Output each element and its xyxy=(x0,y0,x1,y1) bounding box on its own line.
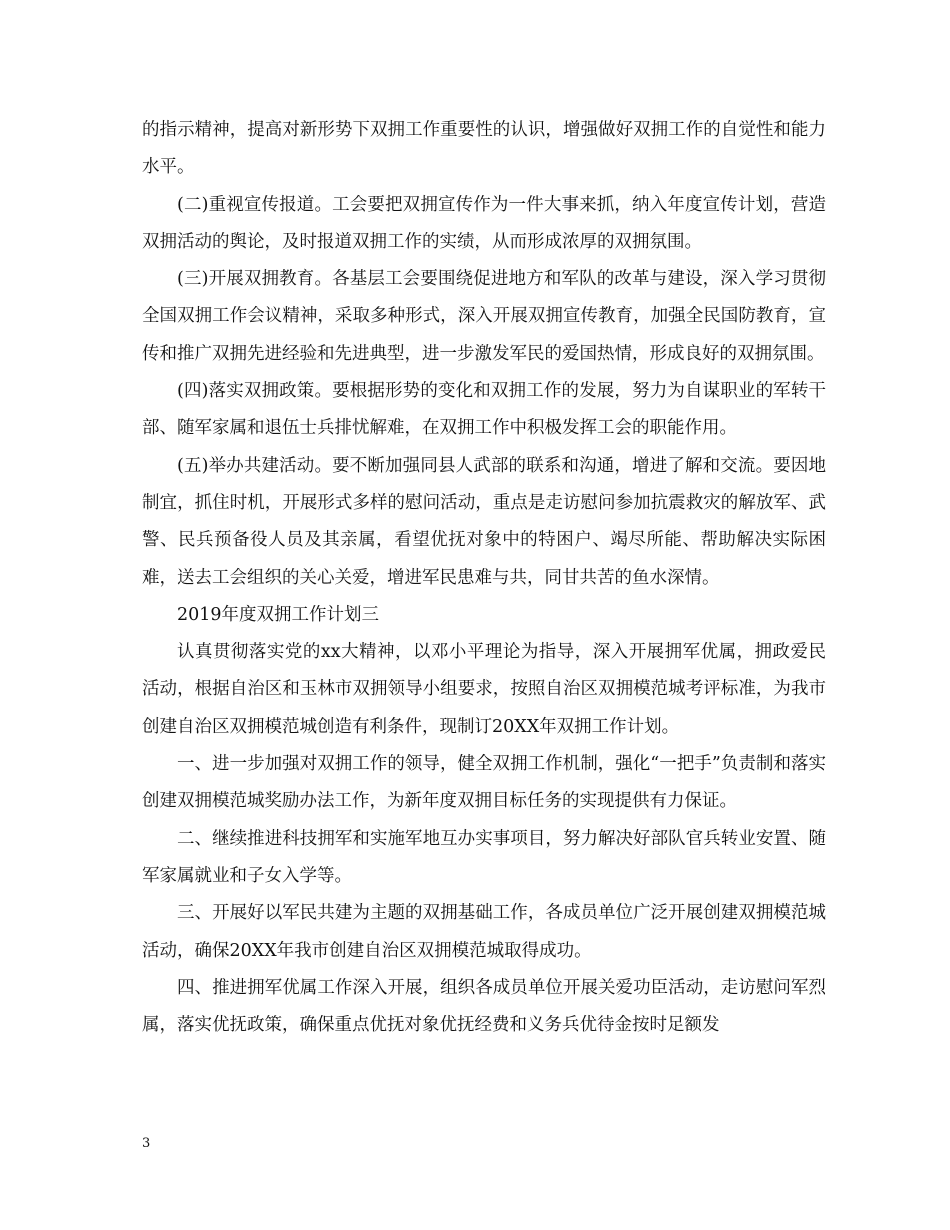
paragraph-item-2: (二)重视宣传报道。工会要把双拥宣传作为一件大事来抓，纳入年度宣传计划，营造双拥活动的舆论，及时报道双拥工作的实绩，从而形成浓厚的双拥氛围。 xyxy=(142,194,826,252)
document-body xyxy=(142,112,826,1044)
paragraph-point-3: 三、开展好以军民共建为主题的双拥基础工作，各成员单位广泛开展创建双拥模范城活动，确保20XX年我市创建自治区双拥模范城取得成功。 xyxy=(142,903,826,961)
paragraph-item-4: (四)落实双拥政策。要根据形势的变化和双拥工作的发展，努力为自谋职业的军转干部、随军家属和退伍士兵排忧解难，在双拥工作中积极发挥工会的职能作用。 xyxy=(142,381,826,439)
page-number: 3 xyxy=(142,1136,151,1151)
paragraph-item-5: (五)举办共建活动。要不断加强同县人武部的联系和沟通，增进了解和交流。要因地制宜，抓住时机，开展形式多样的慰问活动，重点是走访慰问参加抗震救灾的解放军、武警、民兵预备役人员及其亲属，看望优抚对象中的特困户、竭尽所能、帮助解决实际困难，送去工会组织的关心关爱，增进军民患难与共，同甘共苦的鱼水深情。 xyxy=(142,455,826,588)
paragraph-intro: 认真贯彻落实党的xx大精神，以邓小平理论为指导，深入开展拥军优属，拥政爱民活动，根据自治区和玉林市双拥领导小组要求，按照自治区双拥模范城考评标准，为我市创建自治区双拥模范城创造有利条件，现制订20XX年双拥工作计划。 xyxy=(142,642,826,737)
paragraph-point-2: 二、继续推进科技拥军和实施军地互办实事项目，努力解决好部队官兵转业安置、随军家属就业和子女入学等。 xyxy=(142,828,826,886)
paragraph-continuation: 的指示精神，提高对新形势下双拥工作重要性的认识，增强做好双拥工作的自觉性和能力水平。 xyxy=(142,120,826,178)
paragraph-item-3: (三)开展双拥教育。各基层工会要围绕促进地方和军队的改革与建设，深入学习贯彻全国双拥工作会议精神，采取多种形式，深入开展双拥宣传教育，加强全民国防教育，宣传和推广双拥先进经验和先进典型，进一步激发军民的爱国热情，形成良好的双拥氛围。 xyxy=(142,269,826,364)
paragraph-point-1: 一、进一步加强对双拥工作的领导，健全双拥工作机制，强化“一把手”负责制和落实创建双拥模范城奖励办法工作，为新年度双拥目标任务的实现提供有力保证。 xyxy=(142,754,826,812)
paragraph-point-4: 四、推进拥军优属工作深入开展，组织各成员单位开展关爱功臣活动，走访慰问军烈属，落实优抚政策，确保重点优抚对象优抚经费和义务兵优待金按时足额发 xyxy=(142,977,826,1036)
section-heading: 2019年度双拥工作计划三 xyxy=(177,604,380,625)
